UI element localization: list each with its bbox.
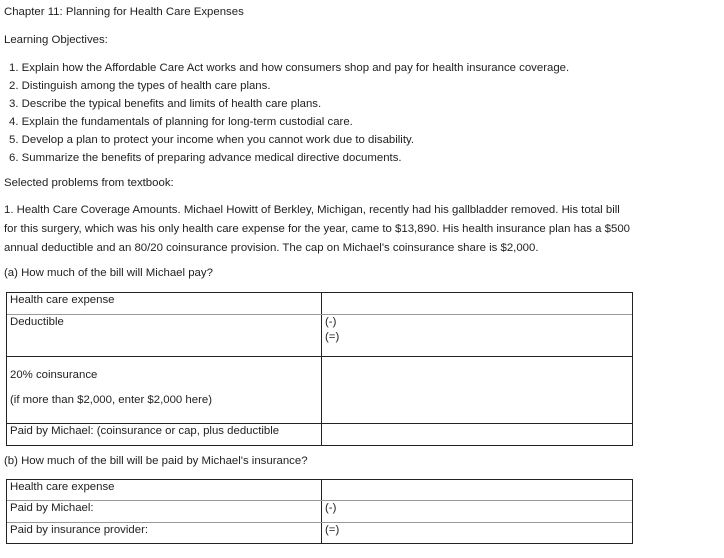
paid-by-michael-input[interactable]	[322, 501, 632, 522]
deductible-label: Deductible	[7, 315, 322, 356]
health-care-expense-label: Health care expense	[7, 293, 322, 314]
equals-symbol: (=)	[325, 331, 340, 343]
table-row	[7, 500, 632, 522]
equals-symbol: (=)	[325, 524, 340, 536]
health-care-expense-input[interactable]	[322, 480, 632, 500]
question-b: (b) How much of the bill will be paid by Michael's insurance?	[4, 455, 308, 467]
list-item: 5. Develop a plan to protect your income when you cannot work due to disability.	[9, 134, 415, 146]
table-row	[7, 314, 632, 356]
list-item: 1. Explain how the Affordable Care Act works and how consumers shop and pay for health insurance coverage.	[9, 62, 570, 74]
list-item: 6. Summarize the benefits of preparing advance medical directive documents.	[9, 152, 402, 164]
table-row	[7, 293, 632, 314]
list-item: 4. Explain the fundamentals of planning for long-term custodial care.	[9, 116, 353, 128]
table-row	[7, 356, 632, 423]
question-a: (a) How much of the bill will Michael pay?	[4, 267, 213, 279]
coinsurance-input[interactable]	[322, 357, 632, 423]
health-care-expense-label: Health care expense	[7, 480, 322, 500]
paid-by-insurance-input[interactable]	[322, 523, 632, 543]
objectives-list	[9, 59, 569, 167]
paid-by-michael-label: Paid by Michael:	[7, 501, 322, 522]
paid-by-michael-label: Paid by Michael: (coinsurance or cap, plus deductible	[7, 424, 322, 445]
table-row	[7, 423, 632, 445]
list-item: 2. Distinguish among the types of health care plans.	[9, 80, 271, 92]
coinsurance-text: 20% coinsurance	[10, 369, 98, 381]
coinsurance-label	[7, 357, 322, 423]
paid-by-insurance-label: Paid by insurance provider:	[7, 523, 322, 543]
selected-problems-heading: Selected problems from textbook:	[4, 177, 174, 189]
table-row	[7, 522, 632, 543]
table-row	[7, 480, 632, 500]
deductible-input[interactable]	[322, 315, 632, 356]
health-care-expense-input[interactable]	[322, 293, 632, 314]
minus-symbol: (-)	[325, 502, 337, 514]
chapter-title: Chapter 11: Planning for Health Care Expenses	[4, 6, 244, 18]
list-item: 3. Describe the typical benefits and limits of health care plans.	[9, 98, 322, 110]
coinsurance-note: (if more than $2,000, enter $2,000 here)	[10, 394, 212, 406]
table-a	[6, 292, 633, 446]
problem-text: 1. Health Care Coverage Amounts. Michael Howitt of Berkley, Michigan, recently had his gallbladder removed. His total bill for this surgery, which was his only health care expense for the year, came to $13,890. His health insurance plan has a $500 annual deductible and an 80/20 coinsurance provision. The cap on Michael's coinsurance share is $2,000.	[4, 204, 631, 254]
paid-by-michael-input[interactable]	[322, 424, 632, 445]
table-b	[6, 479, 633, 544]
objectives-heading: Learning Objectives:	[4, 34, 108, 46]
minus-symbol: (-)	[325, 316, 337, 328]
